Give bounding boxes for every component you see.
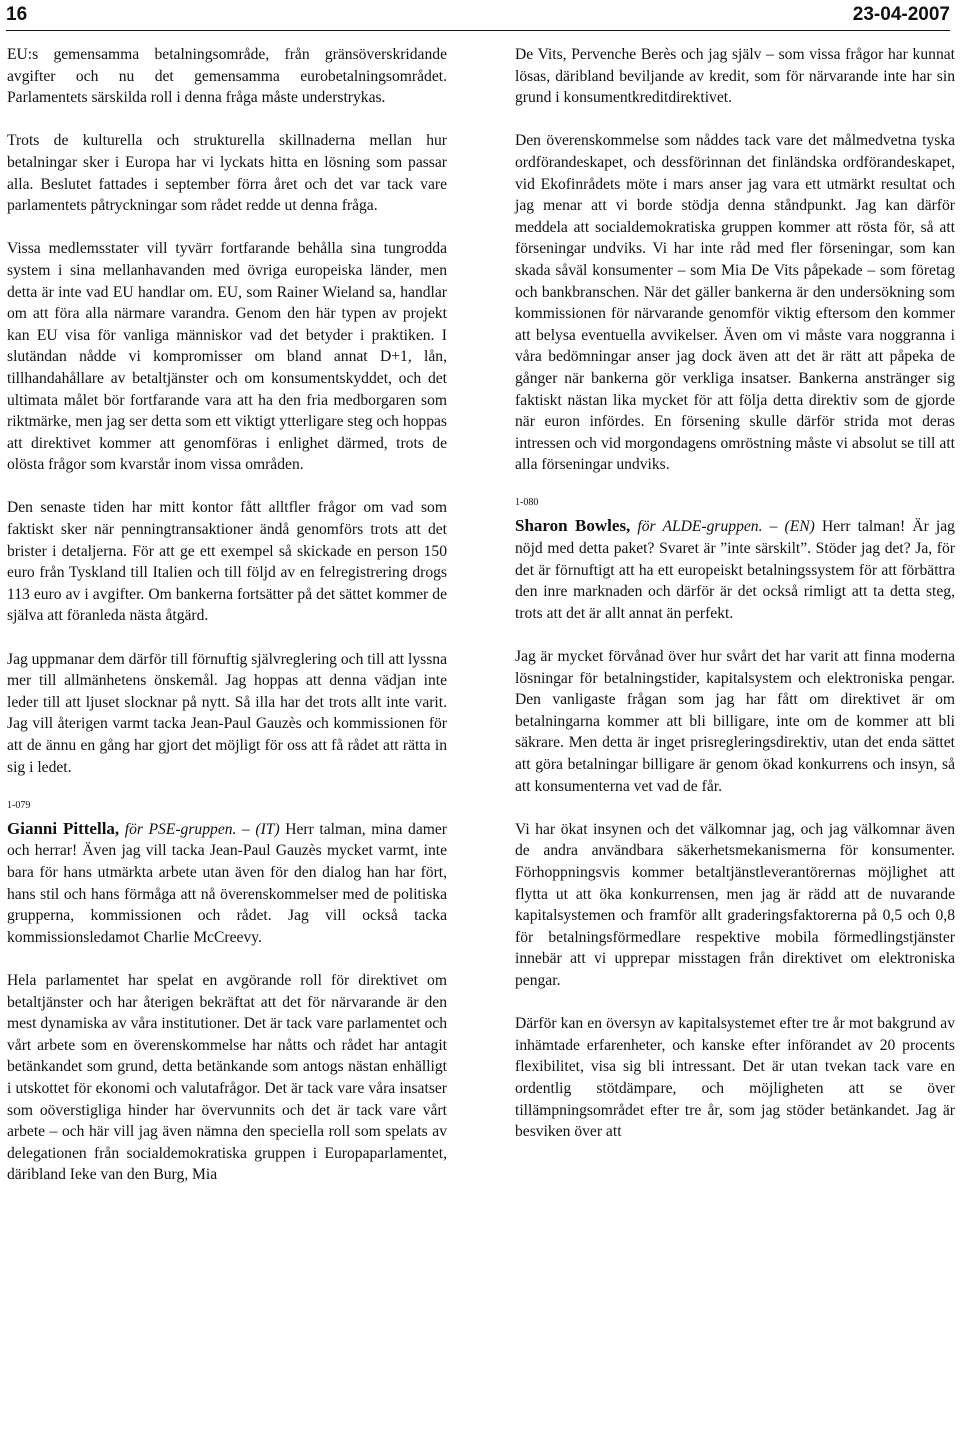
speaker-group: för PSE-gruppen. — [124, 820, 237, 838]
paragraph: Därför kan en översyn av kapitalsystemet efter tre år mot bakgrund av inhämtade erfarenheter, och kanske efter införandet av 20 procents flexibilitet, visa sig bli intressant. Det är utan tvekan tack vare en ordentlig stötdämpare, och möjligheten att se över tillämpningsområdet efter tre år, som jag stöder betänkandet. Jag är besviken över att — [515, 1015, 955, 1141]
speech-reference: 1-079 — [7, 799, 31, 811]
right-column — [515, 44, 955, 1143]
language-code: (IT) — [255, 820, 280, 838]
paragraph: Vi har ökat insynen och det välkomnar jag, och jag välkomnar även de andra användbara säkerhetsmekanismerna för konsumenter. Förhoppningsvis kommer betaltjänstleverantörernas möjlighet att flytta ut att öka konkurrensen, men jag är rädd att de nuvarande kapitalsystemen och framför allt graderingsfaktorerna på 0,5 och 0,8 för betalningsförmedlare respektive mobila förmedlingstjänster innebär att vi upprepar misstagen från direktivet om elektroniska pengar. — [515, 820, 955, 989]
speech-paragraph — [7, 818, 447, 949]
language-code: (EN) — [784, 518, 815, 536]
speaker-group: för ALDE-gruppen. — [637, 518, 763, 536]
speech-text: Herr talman! Är jag nöjd med detta paket? Svaret är ”inte särskilt”. Stöder jag det? Ja, för det är förnuftigt att ha ett europeiskt betalningssystem för att förbättra den inre marknaden och därför är det också rimligt att ta detta steg, trots att det är allt annat än perfekt. — [515, 518, 955, 622]
speech-paragraph — [515, 515, 955, 624]
paragraph: EU:s gemensamma betalningsområde, från gränsöverskridande avgifter och nu det gemensamma eurobetalningsområdet. Parlamentets särskilda roll i denna fråga måste understrykas. — [7, 46, 447, 107]
speech-reference: 1-080 — [515, 497, 539, 509]
paragraph: Jag uppmanar dem därför till förnuftig självreglering och till att lyssna mer till allmänhetens önskemål. Jag hoppas att denna vädjan inte leder till att ljuset slocknar på nytt. Så illa har det trots allt inte varit. Jag vill återigen varmt tacka Jean-Paul Gauzès och kommissionen för att de ännu en gång har gjort det möjligt för oss att få rådet att rätta in sig i ledet. — [7, 650, 447, 776]
speech-text: Herr talman, mina damer och herrar! Även jag vill tacka Jean-Paul Gauzès mycket varmt, inte bara för hans utmärkta arbete utan även för den dialog han har fört, hans stil och hans förmåga att nå överenskommelser med de politiska grupperna, kommissionen och rådet. Jag vill också tacka kommissionsledamot Charlie McCreevy. — [7, 820, 447, 946]
dash: – — [242, 820, 250, 838]
paragraph: Vissa medlemsstater vill tyvärr fortfarande behålla sina tungrodda system i sina mellanhavanden med övriga europeiska länder, men detta är inte vad EU handlar om. EU, som Rainer Wieland sa, handlar om att föra alla närmare varandra. Genom den här typen av projekt kan EU visa för vanliga människor vad det betyder i praktiken. I slutändan nådde vi kompromisser om bland annat D+1, lån, tillhandahållare av betaltjänster och om konsumentskyddet, och det ultimata målet bör fortfarande vara att ha den fria medborgaren som riktmärke, men jag ser detta som ett viktigt ytterligare steg och hoppas att direktivet kommer att genomföras i enlighet därmed, trots de olösta frågor som kvarstår inom vissa områden. — [7, 240, 447, 474]
paragraph: Jag är mycket förvånad över hur svårt det har varit att finna moderna lösningar för betalningstider, kapitalsystem och elektroniska pengar. Den vanligaste frågan som jag har fått om direktivet är om betalningarna kommer att bli billigare, inte om de kommer att bli säkrare. Men detta är inget prisregleringsdirektiv, utan det enda sättet att göra betalningar billigare är genom ökad konkurrens och insyn, så att konsumenterna vet vad de får. — [515, 648, 955, 795]
page-header — [6, 0, 950, 31]
left-column — [7, 44, 447, 1186]
paragraph: Hela parlamentet har spelat en avgörande roll för direktivet om betaltjänster och har återigen bekräftat att det för närvarande är den mest dynamiska av våra institutioner. Det är tack vare parlamentet och vårt arbete som en överenskommelse har nåtts och rådet har antagit betänkandet som grund, detta betänkande som antogs nästan enhälligt i utskottet för ekonomi och valutafrågor. Det är tack vare våra insatser som oöverstigliga hinder har övervunnits och det är tack vare vårt arbete – och här vill jag även nämna den speciella roll som spelats av delegationen från socialdemokratiska gruppen i Europaparlamentet, däribland Ieke van den Burg, Mia — [7, 971, 447, 1184]
paragraph: Den överenskommelse som nåddes tack vare det målmedvetna tyska ordförandeskapet, och dessförinnan det finländska ordförandeskapet, vid Ekofinrådets möte i mars anser jag vara ett utmärkt resultat och jag menar att vi borde stödja denna ståndpunkt. Jag kan därför meddela att socialdemokratiska gruppen kommer att rösta för, så att förseningar undviks. Vi har inte råd med fler förseningar, som kan skada såväl konsumenter – som Mia De Vits påpekade – som företag och bankbranschen. När det gäller bankerna är den undersökning som kommissionen för närvarande genomför viktig eftersom den kommer att belysa eventuella avvikelser. Även om vi måste vara noggranna i våra bedömningar anser jag dock även att det är rätt att påpeka de gånger när bankerna gör verkliga insatser. Bankerna anstränger sig faktiskt nästan lika mycket för att följa detta direktiv som de gjorde när euron infördes. En försening skulle därför strida mot deras intressen och vid morgondagens omröstning måste vi absolut se till att alla förseningar undviks. — [515, 132, 955, 474]
paragraph: Den senaste tiden har mitt kontor fått alltfler frågor om vad som faktiskt sker när penningtransaktioner ändå genomförs trots att det brister i detaljerna. För att ge ett exempel så skickade en person 150 euro från Tyskland till Italien och till följd av en felregistrering drogs 113 euro av i avgifter. Om bankerna fortsätter på det sättet kommer de själva att föranleda nästa åtgärd. — [7, 499, 447, 625]
speaker-name: Gianni Pittella, — [7, 818, 120, 838]
paragraph: De Vits, Pervenche Berès och jag själv – som vissa frågor har kunnat lösas, däribland beviljande av kredit, som för närvarande inte har sin grund i konsumentkreditdirektivet. — [515, 46, 955, 107]
page-number: 16 — [6, 4, 28, 25]
page-date: 23-04-2007 — [852, 4, 950, 25]
paragraph: Trots de kulturella och strukturella skillnaderna mellan hur betalningar sker i Europa har vi lyckats hitta en lösning som passar alla. Beslutet fattades i september förra året och det var tack vare parlamentets påtryckningar som rådet redde ut denna fråga. — [7, 132, 447, 215]
dash: – — [769, 518, 778, 536]
speaker-name: Sharon Bowles, — [515, 516, 631, 536]
